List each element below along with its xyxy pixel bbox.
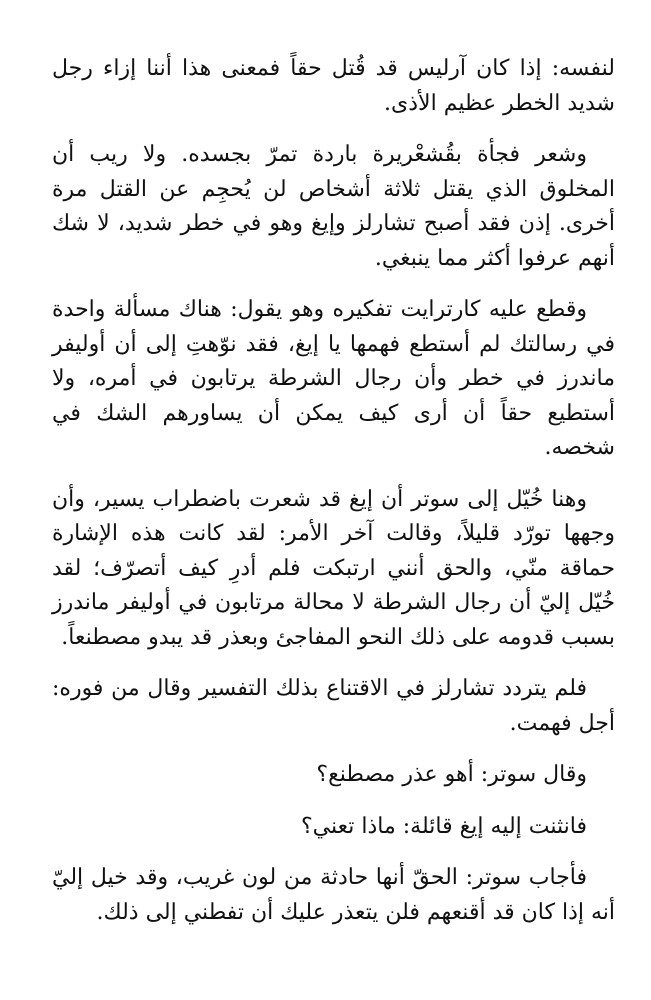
paragraph-1: لنفسه: إذا كان آرليس قد قُتل حقاً فمعنى هذا أننا إزاء رجل شديد الخطر عظيم الأذى. <box>52 56 615 116</box>
book-page <box>52 52 615 947</box>
paragraph-5: فلم يتردد تشارلز في الاقتناع بذلك التفسير وقال من فوره: أجل فهمت. <box>52 676 615 736</box>
paragraph-6: فأجاب سوتر: الحقّ أنها حادثة من لون غريب، وقد خيل إليّ أنه إذا كان قد أقنعهم فلن يتعذر عليك أن تفطني إلى ذلك. <box>52 865 615 925</box>
paragraph-3: وقطع عليه كارترايت تفكيره وهو يقول: هناك مسألة واحدة في رسالتك لم أستطع فهمها يا إيغ، فقد نوّهتِ إلى أن أوليفر ماندرز في خطر وأن رجال الشرطة يرتابون في أمره، ولا أستطيع حقاً أن أرى كيف يمكن أن يساورهم الشك في شخصه. <box>52 297 615 460</box>
dialogue-line-1: وقال سوتر: أهو عذر مصطنع؟ <box>316 762 587 787</box>
paragraph-2: وشعر فجأة بقُشعْريرة باردة تمرّ بجسده. ولا ريب أن المخلوق الذي يقتل ثلاثة أشخاص لن يُحجِم عن القتل مرة أخرى. إذن فقد أصبح تشارلز وإيغ وهو في خطر شديد، لا شك أنهم عرفوا أكثر مما ينبغي. <box>52 142 615 271</box>
paragraph-4: وهنا خُيّل إلى سوتر أن إيغ قد شعرت باضطراب يسير، وأن وجهها تورّد قليلاً، وقالت آخر الأمر: لقد كانت هذه الإشارة حماقة منّي، والحق أنني ارتبكت فلم أدرِ كيف أتصرّف؛ لقد خُيّل إليّ أن رجال الشرطة لا محالة مرتابون في أوليفر ماندرز بسبب قدومه على ذلك النحو المفاجئ وبعذر قد يبدو مصطنعاً. <box>52 486 615 650</box>
dialogue-line-2: فانثنت إليه إيغ قائلة: ماذا تعني؟ <box>301 813 587 839</box>
